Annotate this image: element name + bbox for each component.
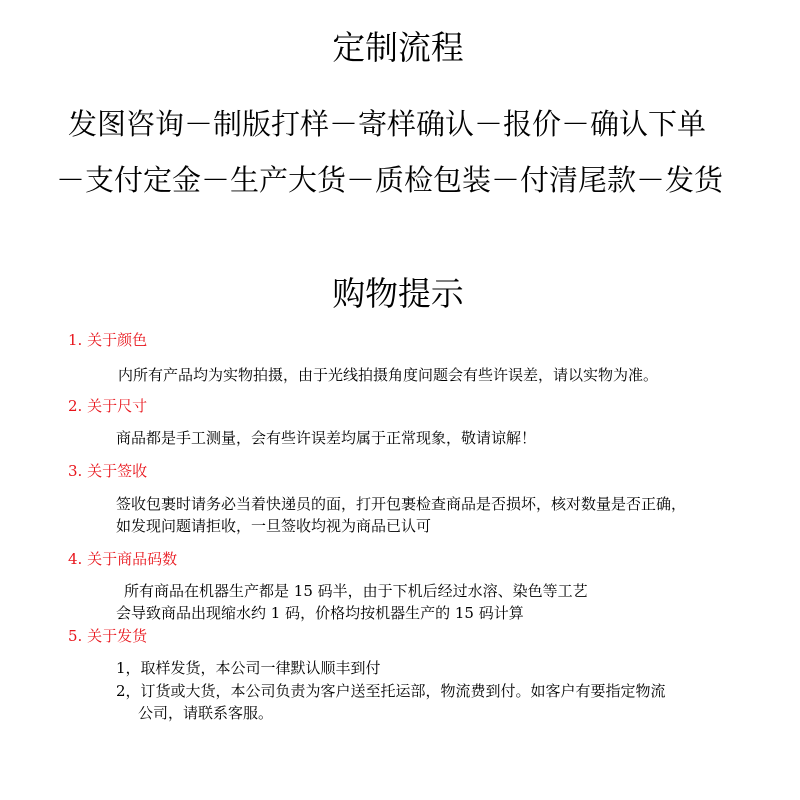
tip-line: 1，取样发货，本公司一律默认顺丰到付 [116, 659, 381, 677]
tip-heading: 3. 关于签收 [68, 462, 148, 480]
process-flow-line-1: 发图咨询－制版打样－寄样确认－报价－确认下单 [68, 107, 707, 141]
process-flow-line-2: －支付定金－生产大货－质检包装－付清尾款－发货 [56, 163, 724, 197]
tip-line: 商品都是手工测量，会有些许误差均属于正常现象，敬请谅解！ [116, 429, 537, 447]
tip-heading: 2. 关于尺寸 [68, 397, 148, 415]
process-title: 定制流程 [332, 28, 464, 67]
tip-heading: 5. 关于发货 [68, 627, 148, 645]
tip-line: 所有商品在机器生产都是 15 码半，由于下机后经过水溶、染色等工艺 [124, 582, 588, 600]
tip-line: 会导致商品出现缩水约 1 码，价格均按机器生产的 15 码计算 [116, 604, 524, 622]
tip-heading: 1. 关于颜色 [68, 331, 148, 349]
tips-title: 购物提示 [332, 274, 464, 313]
tip-line: 2，订货或大货，本公司负责为客户送至托运部，物流费到付。如客户有要指定物流 [116, 682, 666, 700]
tip-line: 如发现问题请拒收，一旦签收均视为商品已认可 [116, 517, 432, 535]
tip-heading: 4. 关于商品码数 [68, 550, 178, 568]
tip-line: 公司，请联系客服。 [138, 704, 274, 722]
tip-line: 签收包裹时请务必当着快递员的面，打开包裹检查商品是否损坏，核对数量是否正确， [116, 495, 687, 513]
tip-line: 内所有产品均为实物拍摄，由于光线拍摄角度问题会有些许误差，请以实物为准。 [118, 366, 659, 384]
